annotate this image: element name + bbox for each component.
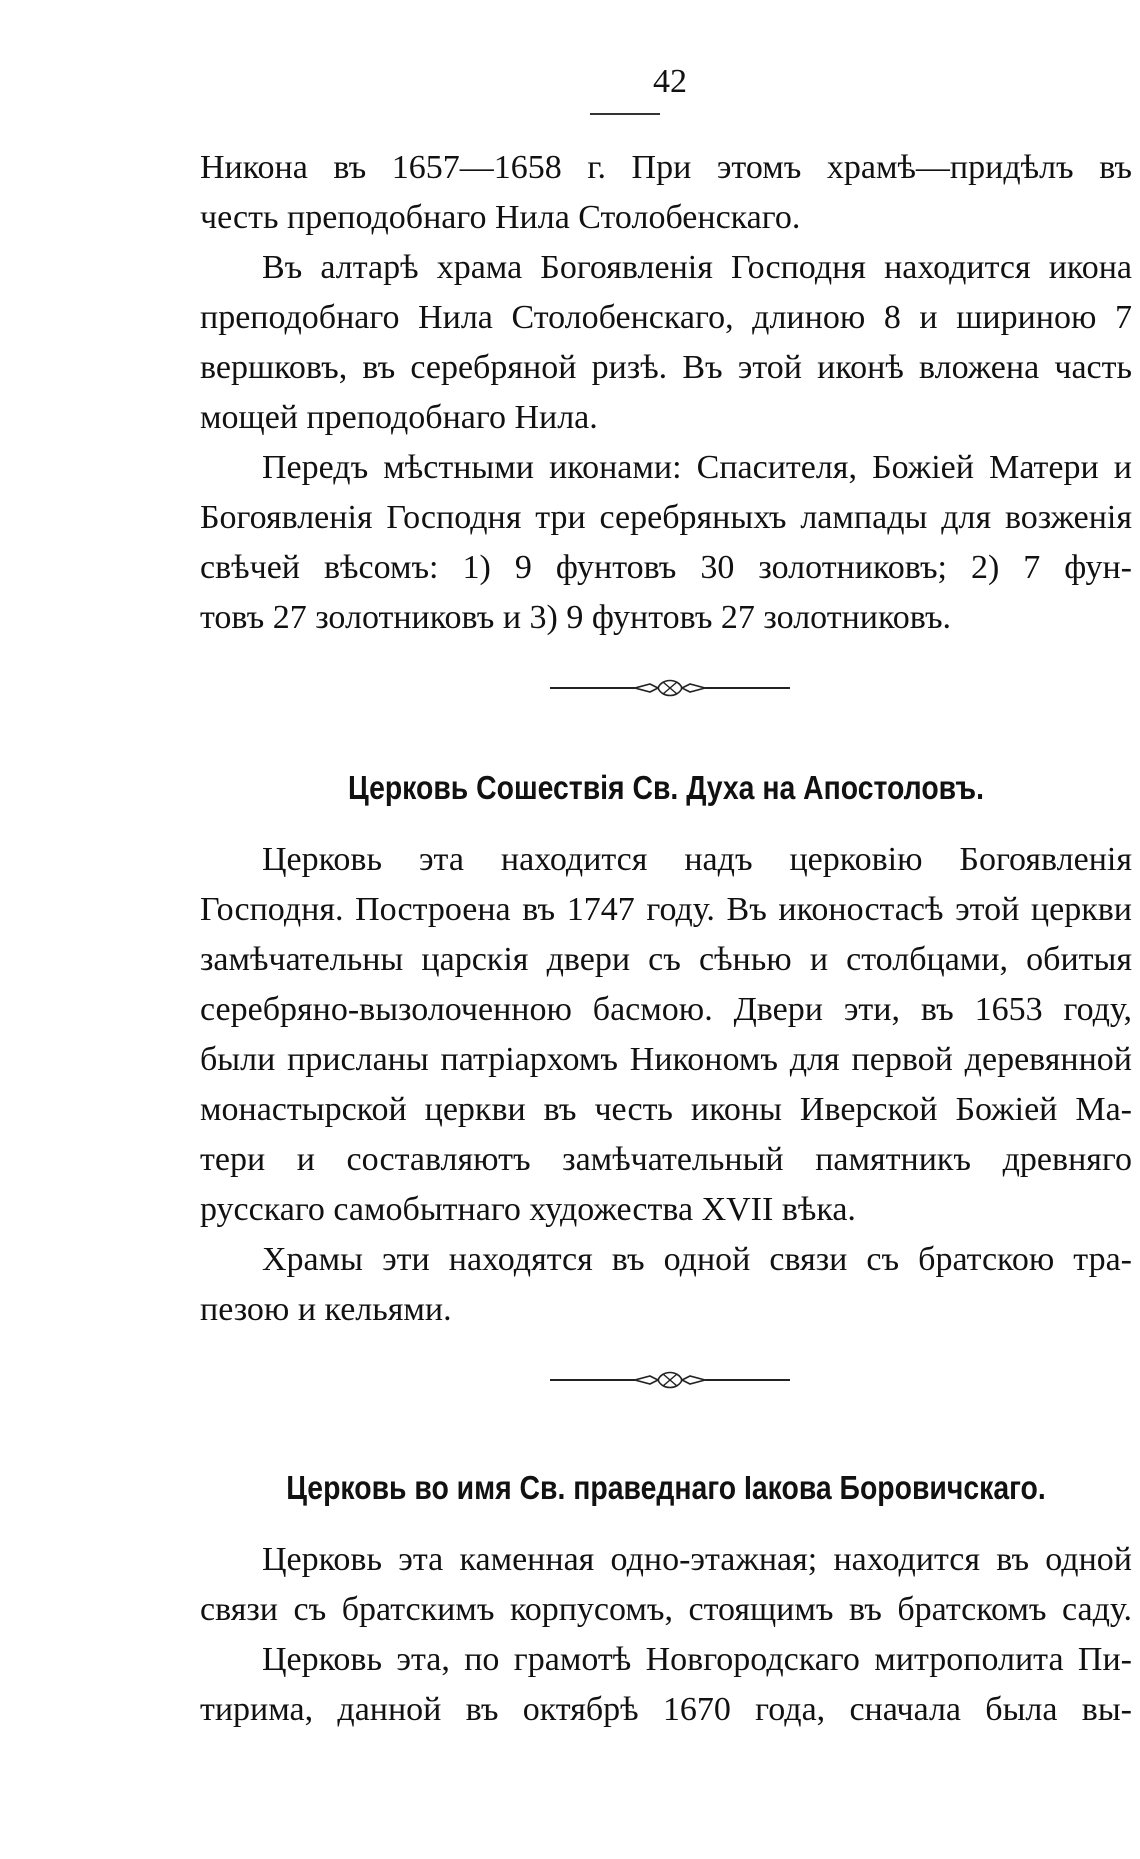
ornament-divider [550, 673, 790, 703]
text-line: Никона въ 1657—1658 г. При этомъ храмѣ—придѣлъ въ [200, 149, 1132, 186]
text-line: были присланы патріархомъ Никономъ для первой деревянной [200, 1041, 1132, 1078]
text-line: честь преподобнаго Нила Столобенскаго. [200, 199, 801, 236]
text-line: товъ 27 золотниковъ и 3) 9 фунтовъ 27 золотниковъ. [200, 599, 952, 636]
text-line: тирима, данной въ октябрѣ 1670 года, сначала была вы- [200, 1691, 1132, 1728]
text-line: вершковъ, въ серебряной ризѣ. Въ этой иконѣ вложена часть [200, 349, 1132, 386]
text-line: Передъ мѣстными иконами: Спасителя, Божіей Матери и [262, 449, 1132, 486]
text-line: мощей преподобнаго Нила. [200, 399, 598, 436]
text-line: монастырской церкви въ честь иконы Иверской Божіей Ма- [200, 1091, 1132, 1128]
text-line: Церковь эта каменная одно-этажная; находится въ одной [262, 1541, 1132, 1578]
text-line: свѣчей вѣсомъ: 1) 9 фунтовъ 30 золотниковъ; 2) 7 фун- [200, 549, 1132, 586]
text-line: Въ алтарѣ храма Богоявленія Господня находится икона [262, 249, 1132, 286]
text-line: связи съ братскимъ корпусомъ, стоящимъ въ братскомъ саду. [200, 1591, 1132, 1628]
text-line: преподобнаго Нила Столобенскаго, длиною 8 и шириною 7 [200, 299, 1132, 336]
text-line: Церковь эта, по грамотѣ Новгородскаго митрополита Пи- [262, 1641, 1132, 1678]
text-line: серебряно-вызолоченною басмою. Двери эти, въ 1653 году, [200, 991, 1132, 1028]
text-line: замѣчательны царскія двери съ сѣнью и столбцами, обитыя [200, 941, 1132, 978]
text-line: Церковь эта находится надъ церковію Богоявленія [262, 841, 1132, 878]
text-line: тери и составляютъ замѣчательный памятникъ древняго [200, 1141, 1132, 1178]
text-line: пезою и кельями. [200, 1291, 452, 1328]
page-number-rule [590, 113, 660, 115]
section-heading: Церковь Сошествія Св. Духа на Апостоловъ. [347, 769, 984, 806]
text-line: Богоявленія Господня три серебряныхъ лампады для возженія [200, 499, 1132, 536]
text-line: русскаго самобытнаго художества XVII вѣка. [200, 1191, 856, 1228]
text-line: Храмы эти находятся въ одной связи съ братскою тра- [262, 1241, 1132, 1278]
section-heading: Церковь во имя Св. праведнаго Іакова Боровичскаго. [286, 1469, 1046, 1506]
ornament-divider [550, 1365, 790, 1395]
page-number: 42 [653, 63, 687, 100]
text-line: Господня. Построена въ 1747 году. Въ иконостасѣ этой церкви [200, 891, 1132, 928]
